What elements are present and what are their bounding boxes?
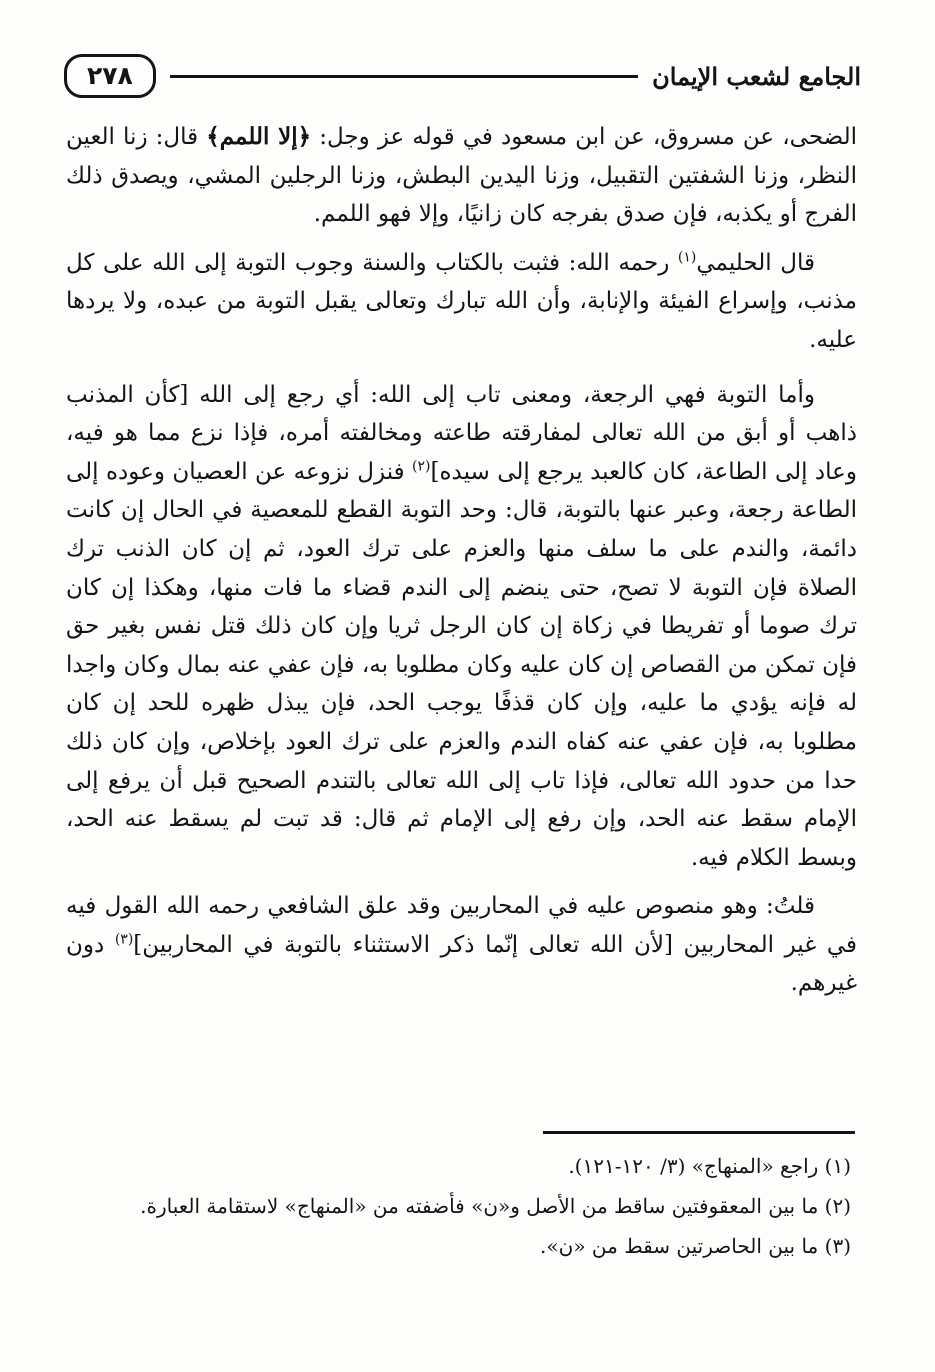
footnote-ref-1[interactable]: (١): [677, 249, 697, 266]
paragraph-3-text-b: فنزل نزوعه عن العصيان وعوده إلى الطاعة رجعة، وعبر عنها بالتوبة، قال: وحد التوبة القطع للمعصية في الحال إن كانت دائمة، والندم على ما سلف منها والعزم على ترك العود، ثم إن كان الذنب ترك الصلاة فإن التوبة لا تصح، حتى ينضم إلى الندم قضاء ما فات منها، وهكذا إن كان ترك صوما أو تفريطا في زكاة إن كان الرجل ثريا وإن كان ذلك قتل نفس بغير حق فإن تمكن من القصاص إن كان عليه وكان مطلوبا به، فإن عفي عنه بمال وكان واجدا له فإنه يؤدي ما عليه، وإن كان قذفًا يوجب الحد، فإن يبذل ظهره للحد إن كان مطلوبا به، فإن عفي عنه كفاه الندم والعزم على ترك العود بإخلاص، وإن كان ذلك حدا من حدود الله تعالى، فإذا تاب إلى الله تعالى بالتندم الصحيح قبل أن يرفع إلى الإمام سقط عنه الحد، وإن رفع إلى الإمام ثم قال: قد تبت لم يسقط عنه الحد، وبسط الكلام فيه.: [66, 458, 857, 871]
paragraph-2: [66, 244, 857, 360]
footnote-1: (١) راجع «المنهاج» (٣/ ١٢٠-١٢١).: [568, 1154, 851, 1178]
paragraph-1-text-b: قال: زنا العين النظر، وزنا الشفتين التقبيل، وزنا اليدين البطش، وزنا الرجلين المشي، ويصدق ذلك الفرج أو يكذبه، فإن صدق بفرجه كان زانيًا، وإلا فهو اللمم.: [66, 124, 857, 228]
quran-quote: ﴿إلا اللمم﴾: [206, 123, 312, 150]
paragraph-4-text-a: قلتُ: وهو منصوص عليه في المحاربين وقد علق الشافعي رحمه الله القول فيه في غير المحاربين [لأن الله تعالى إنّما ذكر الاستثناء بالتوبة في المحاربين]: [66, 893, 857, 958]
paragraph-1: [66, 118, 857, 234]
footnote-separator: [543, 1131, 855, 1134]
page-number: ٢٧٨: [64, 54, 156, 98]
paragraph-3-text-a: وأما التوبة فهي الرجعة، ومعنى تاب إلى الله: أي رجع إلى الله [كأن المذنب ذاهب أو أبق من الله تعالى لمفارقته طاعته ومخالفته أمره، فإذا نزع مما هو فيه، وعاد إلى الطاعة، كان كالعبد يرجع إلى سيده]: [66, 381, 857, 485]
paragraph-2-text-a: قال الحليمي: [696, 249, 815, 276]
footnote-2: (٢) ما بين المعقوفتين ساقط من الأصل و«ن» فأضفته من «المنهاج» لاستقامة العبارة.: [140, 1194, 851, 1218]
paragraph-2-text-b: رحمه الله: فثبت بالكتاب والسنة وجوب التوبة إلى الله على كل مذنب، وإسراع الفيئة والإنابة، وأن الله تبارك وتعالى يقبل التوبة من عبده، ولا يردها عليه.: [66, 249, 857, 353]
footnote-ref-3[interactable]: (٣): [114, 931, 134, 948]
footnote-ref-2[interactable]: (٢): [412, 458, 431, 475]
footnotes: [120, 1146, 851, 1266]
paragraph-3: [66, 376, 857, 878]
paragraph-1-text-a: الضحى، عن مسروق، عن ابن مسعود في قوله عز وجل:: [311, 124, 858, 150]
paragraph-4-text-b: دون غيرهم.: [66, 931, 857, 997]
footnote-3: (٣) ما بين الحاصرتين سقط من «ن».: [540, 1234, 851, 1258]
main-text: [66, 118, 857, 1003]
header-rule: [170, 75, 638, 78]
paragraph-4: [66, 887, 857, 1003]
book-title: الجامع لشعب الإيمان: [652, 61, 861, 91]
page-header: [64, 48, 861, 104]
